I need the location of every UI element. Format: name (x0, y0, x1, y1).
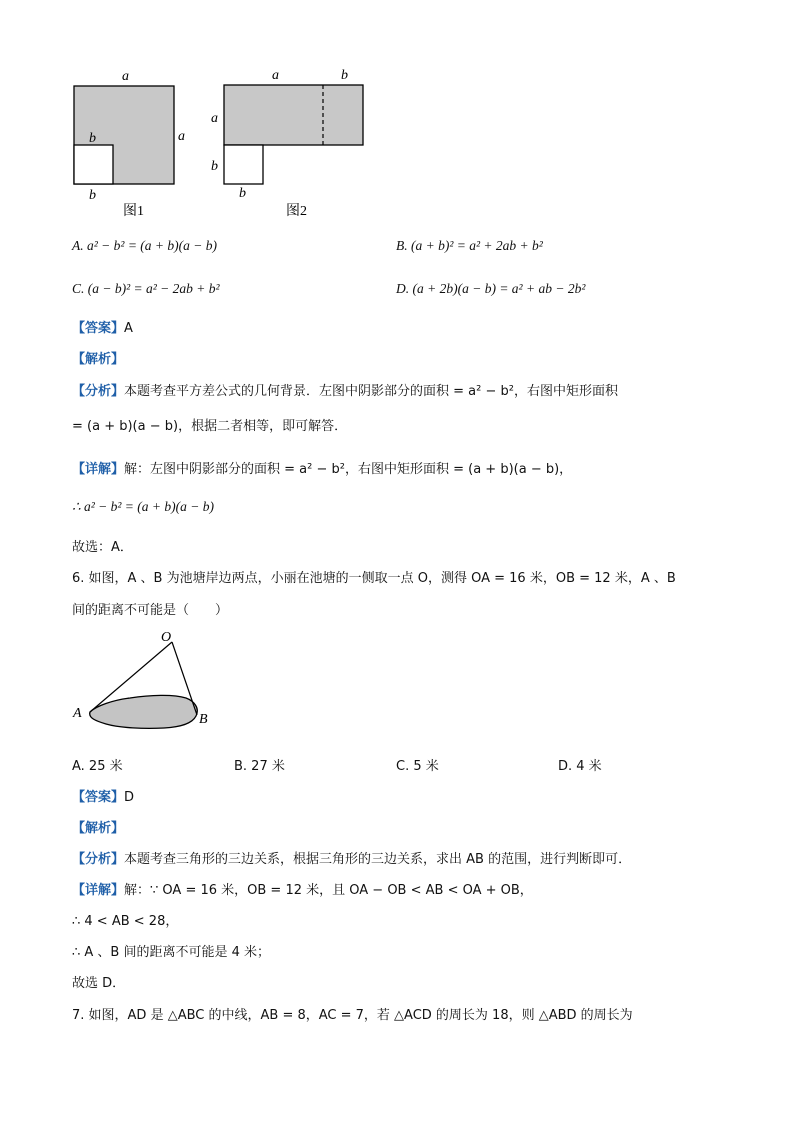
q6-option-d: D. 4 米 (558, 759, 602, 774)
pond-label-b: B (199, 712, 208, 727)
fig2-label-b-bottom: b (239, 186, 246, 201)
fig2-caption: 图2 (286, 204, 307, 219)
detail-tag: 【详解】 (72, 462, 125, 477)
q6-option-a: A. 25 米 (72, 759, 123, 774)
answer-tag: 【答案】 (72, 790, 125, 805)
q5-fenxi-line2: = (a + b)(a − b)，根据二者相等，即可解答． (72, 419, 348, 434)
fenxi-text: 本题考查三角形的三边关系，根据三角形的三边关系，求出 AB 的范围，进行判断即可． (124, 852, 632, 867)
q6-stem-line1: 6. 如图，A 、B 为池塘岸边两点，小丽在池塘的一侧取一点 O，测得 OA = 16 米，OB = 12 米，A 、B (72, 571, 676, 586)
q5-answer (72, 317, 133, 336)
fenxi-text: 本题考查平方差公式的几何背景．左图中阴影部分的面积 = a² − b²，右图中矩形面积 (124, 384, 618, 399)
fig2-small-square (224, 145, 263, 184)
q6-stem-line2: 间的距离不可能是（ ） (72, 603, 229, 618)
fig1-label-a-right: a (178, 129, 185, 144)
q6-detail-line2: ∴ 4 < AB < 28， (72, 914, 179, 929)
q6-choose: 故选 D． (72, 976, 126, 991)
answer-value: D (124, 790, 135, 805)
q5-analysis-tag: 【解析】 (72, 352, 125, 367)
q6-fenxi (72, 848, 631, 867)
detail-tag: 【详解】 (72, 883, 125, 898)
q6-option-c: C. 5 米 (396, 759, 439, 774)
fenxi-tag: 【分析】 (72, 852, 125, 867)
q5-option-c: C. (a − b)² = a² − 2ab + b² (72, 281, 220, 296)
fig1-label-b-inner: b (89, 131, 96, 146)
fig1-label-a-top: a (122, 69, 129, 84)
q6-option-b: B. 27 米 (234, 759, 285, 774)
figure-squares (60, 62, 380, 222)
pond-label-o: O (161, 630, 172, 645)
fig2-label-b-left: b (211, 159, 218, 174)
detail-text: 解：左图中阴影部分的面积 = a² − b²，右图中矩形面积 = (a + b)(a − b)， (124, 462, 573, 477)
answer-value: A (124, 321, 133, 336)
fig2-shaded-rect (224, 85, 363, 145)
q5-fenxi-line1 (72, 380, 618, 399)
fenxi-tag: 【分析】 (72, 384, 125, 399)
q5-option-d: D. (a + 2b)(a − b) = a² + ab − 2b² (396, 281, 586, 296)
fig1-caption: 图1 (123, 204, 144, 219)
q5-option-b: B. (a + b)² = a² + 2ab + b² (396, 238, 543, 253)
detail-text: 解：∵ OA = 16 米，OB = 12 米，且 OA − OB < AB < OA + OB， (124, 883, 533, 898)
q5-option-a: A. a² − b² = (a + b)(a − b) (72, 238, 218, 253)
figure-pond (68, 628, 228, 733)
pond-shape (90, 695, 198, 728)
q6-answer (72, 786, 134, 805)
fig1-label-b-bottom: b (89, 188, 96, 203)
fig2-label-a-top: a (272, 68, 279, 83)
fig2-label-b-top: b (341, 68, 348, 83)
q5-detail-line1 (72, 458, 572, 477)
q5-choose: 故选：A． (72, 540, 133, 555)
q7-stem: 7. 如图，AD 是 △ABC 的中线，AB = 8，AC = 7，若 △ACD 的周长为 18，则 △ABD 的周长为 (72, 1008, 633, 1023)
q6-detail-line3: ∴ A 、B 间的距离不可能是 4 米； (72, 945, 271, 960)
q5-detail-line2: ∴ a² − b² = (a + b)(a − b) (72, 499, 214, 514)
fig1-small-square (74, 145, 113, 184)
fig2-label-a-left: a (211, 111, 218, 126)
answer-tag: 【答案】 (72, 321, 125, 336)
q6-analysis-tag: 【解析】 (72, 821, 125, 836)
q6-detail-line1 (72, 879, 533, 898)
pond-label-a: A (73, 706, 82, 721)
